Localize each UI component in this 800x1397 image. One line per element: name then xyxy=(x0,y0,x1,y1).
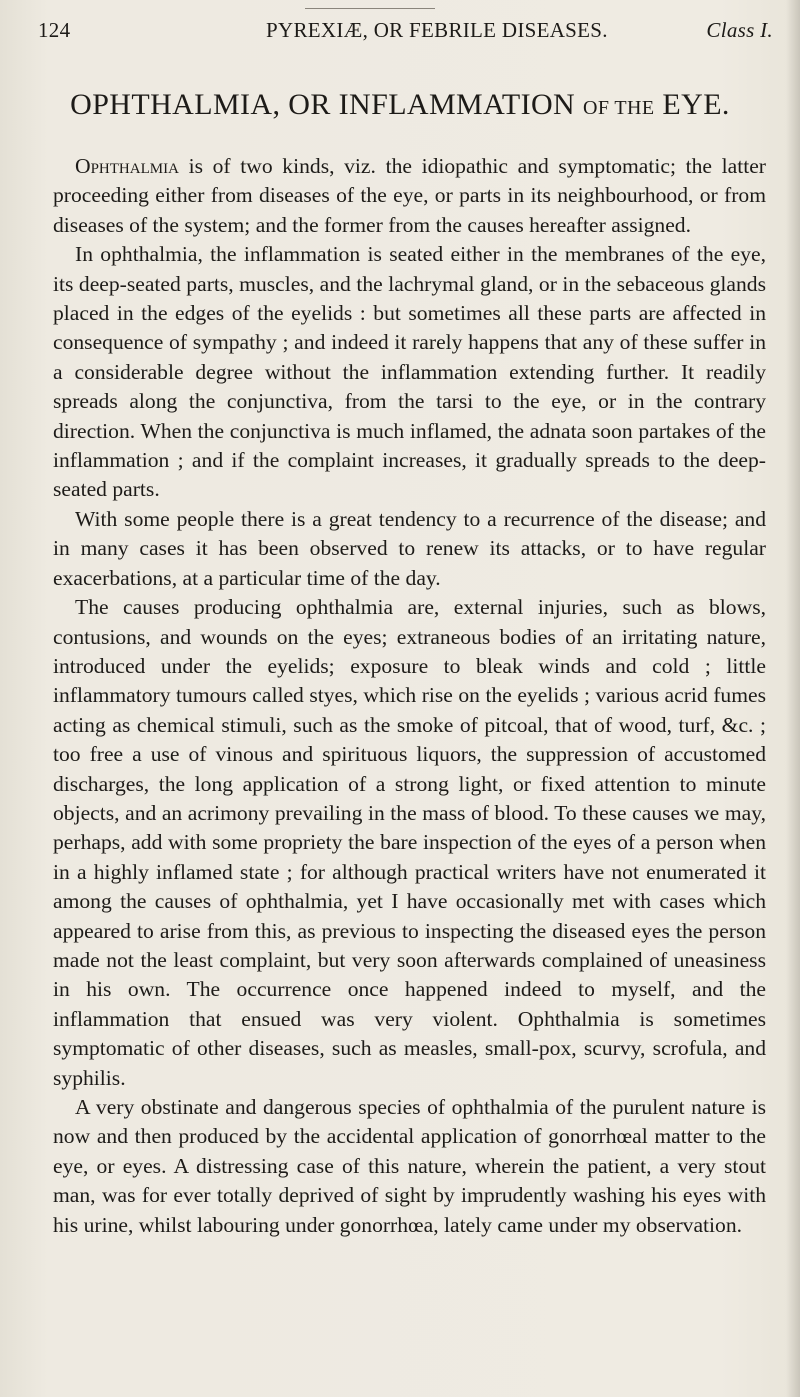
paragraph-text: With some people there is a great tendency to a recurrence of the disease; and in many cases it has been observed to renew its attacks, or to have regular exacerbations, at a particular time of the day. xyxy=(53,506,766,590)
paragraph xyxy=(53,1093,766,1240)
top-rule xyxy=(305,8,435,9)
paragraph-text: A very obstinate and dangerous species of ophthalmia of the purulent nature is now and then produced by the accidental application of gonorrhœal matter to the eye, or eyes. A distressing case of this nature, wherein the patient, a very stout man, was for ever totally deprived of sight by imprudently washing his eyes with his urine, whilst labouring under gonorrhœa, lately came under my observation. xyxy=(53,1095,766,1237)
page-number: 124 xyxy=(38,18,71,42)
body-text xyxy=(53,152,766,1240)
paragraph-text: In ophthalmia, the inflammation is seated either in the membranes of the eye, its deep-seated parts, muscles, and the lachrymal gland, or in the sebaceous glands placed in the edges of the eyelids : but sometimes all these parts are affected in consequence of sympathy ; and indeed it rarely happens that any of these suffer in a considerable degree without the inflammation extending further. It readily spreads along the conjunctiva, from the tarsi to the eye, or in the contrary direction. When the conjunctiva is much inflamed, the adnata soon partakes of the inflammation ; and if the complaint increases, it gradually spreads to the deep-seated parts. xyxy=(53,242,766,502)
running-header xyxy=(38,14,773,48)
paragraph-lead: Ophthalmia xyxy=(75,154,179,178)
paragraph-text: The causes producing ophthalmia are, external injuries, such as blows, contusions, and wounds on the eyes; extraneous bodies of an irritating nature, introduced under the eyelids; exposure to bleak winds and cold ; little inflammatory tumours called styes, which rise on the eyelids ; various acrid fumes acting as chemical stimuli, such as the smoke of pitcoal, that of wood, turf, &c. ; too free a use of vinous and spirituous liquors, the suppression of accustomed discharges, the long application of a strong light, or fixed attention to minute objects, and an acrimony prevailing in the mass of blood. To these causes we may, perhaps, add with some propriety the bare inspection of the eyes of a person when in a highly inflamed state ; for although practical writers have not enumerated it among the causes of ophthalmia, yet I have occasionally met with cases which appeared to arise from this, as previous to inspecting the diseased eyes the person made not the least complaint, but very soon afterwards complained of uneasiness in his own. The occurrence once happened indeed to myself, and the inflammation that ensued was very violent. Ophthalmia is sometimes symptomatic of other diseases, such as measles, small-pox, scurvy, scrofula, and syphilis. xyxy=(53,595,766,1090)
heading-small: OF THE xyxy=(583,97,655,119)
heading-main: OPHTHALMIA, OR INFLAMMATION xyxy=(70,88,576,121)
chapter-heading xyxy=(30,88,770,122)
paragraph xyxy=(53,505,766,593)
heading-tail: EYE. xyxy=(662,88,730,121)
paragraph-text: is of two kinds, viz. the idiopathic and symptomatic; the latter proceeding either from diseases of the eye, or parts in its neighbourhood, or from diseases of the system; and the former from the causes hereafter assigned. xyxy=(53,154,766,237)
class-label: Class I. xyxy=(706,18,773,42)
running-title: PYREXIÆ, OR FEBRILE DISEASES. xyxy=(266,18,608,42)
page-edge-shadow xyxy=(786,0,800,1397)
paragraph xyxy=(53,240,766,505)
paragraph xyxy=(53,593,766,1093)
paragraph xyxy=(53,152,766,240)
